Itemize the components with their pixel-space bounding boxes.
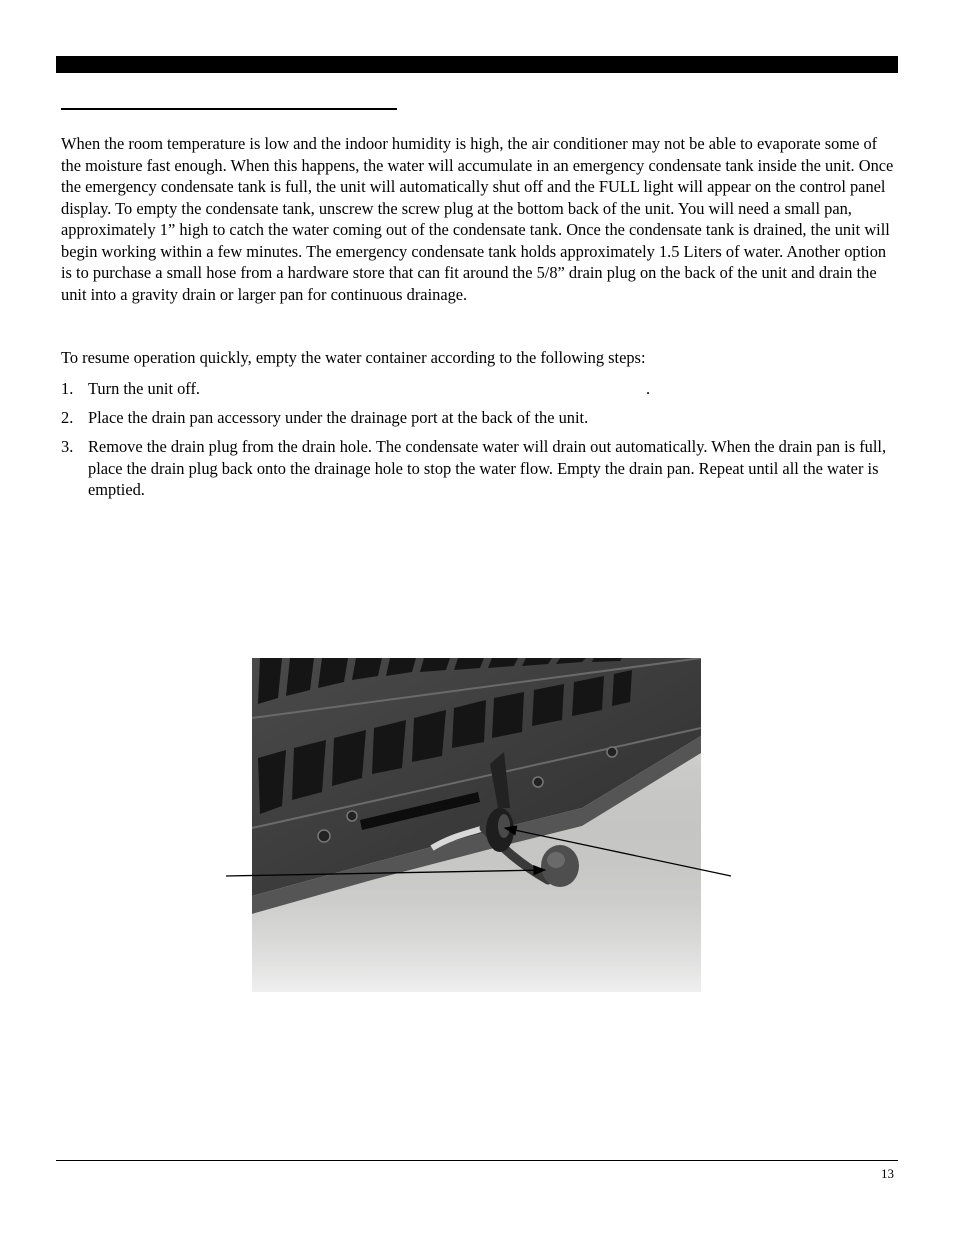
step-text: Place the drain pan accessory under the drainage port at the back of the unit. <box>88 408 589 427</box>
intro-paragraph: When the room temperature is low and the indoor humidity is high, the air conditioner may not be able to evaporate some of the moisture fast enough. When this happens, the water will accumulate in an emergency condensate tank inside the unit. Once the emergency condensate tank is full, the unit will automatically shut off and the FULL light will appear on the control panel display. To empty the condensate tank, unscrew the screw plug at the bottom back of the unit. You will need a small pan, approximately 1” high to catch the water coming out of the condensate tank. Once the condensate tank is drained, the unit will begin working within a few minutes. The emergency condensate tank holds approximately 1.5 Liters of water. Another option is to purchase a small hose from a hardware store that can fit around the 5/8” drain plug on the back of the unit and drain the unit into a gravity drain or larger pan for continuous drainage. <box>61 134 894 304</box>
step-text: Turn the unit off. <box>88 379 201 398</box>
step-number: 3. <box>61 437 74 456</box>
step-number: 1. <box>61 379 74 398</box>
drain-plug-cap-highlight <box>547 852 565 868</box>
step-number: 2. <box>61 408 74 427</box>
page-number: 13 <box>881 1166 894 1181</box>
screw-head <box>533 777 543 787</box>
stray-period: . <box>646 379 651 398</box>
section-title-underline <box>61 108 397 110</box>
footer-rule <box>56 1160 898 1161</box>
section-header-bar <box>56 56 898 73</box>
drain-plug-illustration <box>252 658 701 992</box>
screw-head <box>347 811 357 821</box>
drainage-port-highlight <box>498 814 510 838</box>
screw-head <box>318 830 330 842</box>
step-text: Remove the drain plug from the drain hole. The condensate water will drain out automatically. When the drain pan is full, place the drain plug back onto the drainage hole to stop the water flow. Empty the drain pan. Repeat until all the water is emptied. <box>88 437 887 499</box>
steps-intro-paragraph: To resume operation quickly, empty the water container according to the following steps: <box>61 348 646 367</box>
step-item <box>61 407 895 429</box>
step-item <box>61 436 895 501</box>
step-item <box>61 378 895 400</box>
drain-plug-photo <box>252 658 701 992</box>
screw-head <box>607 747 617 757</box>
